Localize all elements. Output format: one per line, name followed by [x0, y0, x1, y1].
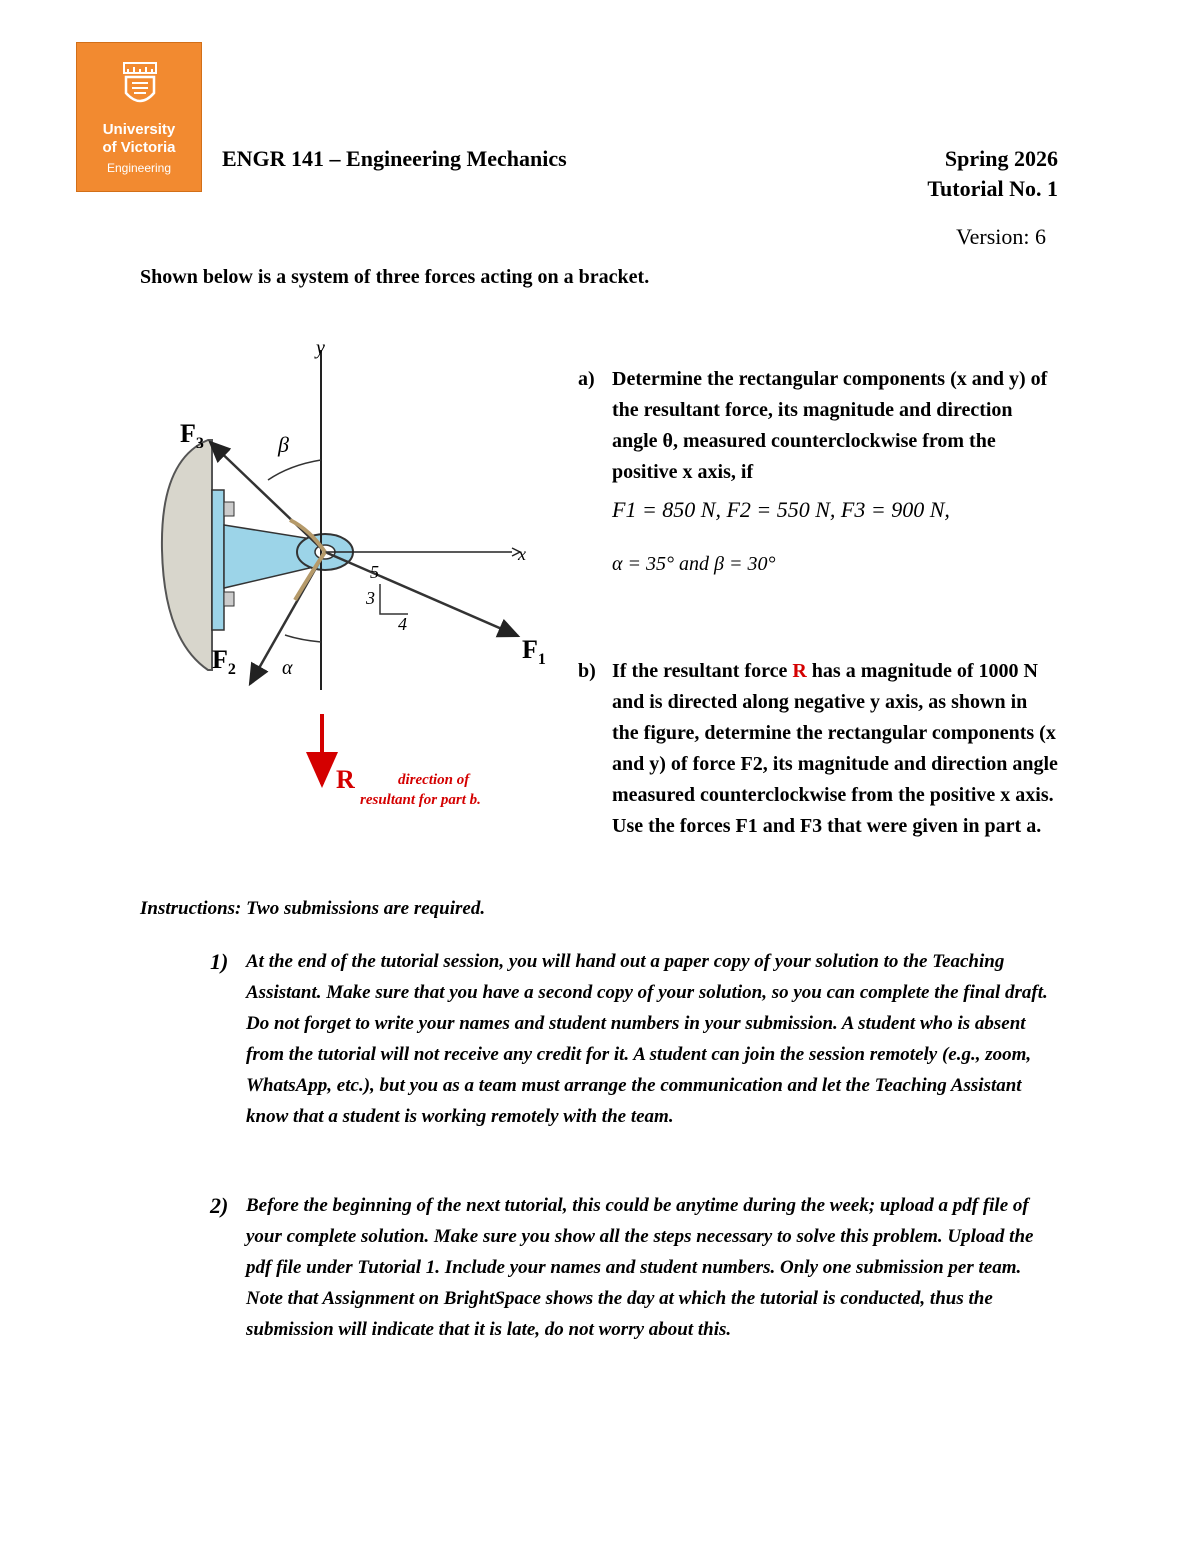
triangle-label-3: 3 [366, 588, 375, 608]
y-axis-label: y [316, 337, 325, 359]
triangle-label-4: 4 [398, 614, 407, 634]
resultant-note-line1: direction of [398, 772, 470, 788]
logo-line-university: University [102, 121, 176, 138]
question-a-label: a) [578, 368, 595, 390]
bracket-force-diagram [150, 330, 570, 830]
slope-triangle [380, 584, 408, 614]
alpha-label: α [282, 657, 293, 679]
instruction-item-1-text: At the end of the tutorial session, you will hand out a paper copy of your solution to the Teaching Assistant. Make sure that you have a second copy of your solution, so you can complete the final draft. Do not forget to write your names and student numbers in your submission. A student who is absent from the tutorial will not receive any credit for it. A student can join the session remotely (e.g., zoom, WhatsApp, etc.), but you as a team must arrange the communication and let the Teaching Assistant know that a student is working remotely with the team. [246, 951, 1048, 1127]
question-b-resultant: R [792, 660, 807, 682]
beta-arc [268, 460, 321, 480]
given-values-forces: F1 = 850 N, F2 = 550 N, F3 = 900 N, [612, 497, 950, 522]
intro-text: Shown below is a system of three forces acting on a bracket. [140, 266, 650, 288]
x-axis-label: x [518, 544, 526, 564]
bolt-bottom [224, 592, 234, 606]
force-f2-label: $F_2$ [212, 645, 236, 678]
course-title: ENGR 141 – Engineering Mechanics [222, 146, 567, 171]
alpha-arc [285, 635, 321, 642]
resultant-label: R [336, 765, 355, 794]
instruction-item-2 [210, 1190, 1060, 1345]
university-logo [76, 42, 202, 192]
term-label: Spring 2026 [944, 146, 1058, 171]
force-f1-label: $F_1$ [522, 635, 546, 668]
logo-line-of-victoria: of Victoria [102, 139, 176, 156]
instructions-heading: Instructions: Two submissions are required. [140, 898, 486, 919]
logo-line-engineering: Engineering [106, 161, 172, 175]
question-b-label: b) [578, 660, 596, 682]
version-label: Version: 6 [956, 224, 1046, 249]
crest-icon [122, 61, 158, 111]
force-f1-line [325, 552, 518, 636]
bolt-top [224, 502, 234, 516]
question-b-text: If the resultant force R has a magnitude of 1000 N and is directed along negative y axis, as shown in the figure, determine the rectangular components (x and y) of force F2, its magnitude and direction angle measured counterclockwise from the positive x axis. Use the forces F1 and F3 that were given in part a. [612, 660, 1058, 837]
instruction-item-2-text: Before the beginning of the next tutorial, this could be anytime during the week; upload a pdf file of your complete solution. Make sure you show all the steps necessary to solve this problem. Upload the pdf file under Tutorial 1. Include your names and student numbers. Only one submission per team. Note that Assignment on BrightSpace shows the day at which the tutorial is conducted, thus the submission will indicate that it is late, do not worry about this. [246, 1195, 1034, 1340]
bracket-plate [212, 490, 224, 630]
force-f3-label: $F_3$ [180, 419, 204, 452]
beta-label: β [278, 432, 289, 457]
question-a [578, 364, 1058, 488]
triangle-label-5: 5 [370, 562, 379, 582]
question-a-text: Determine the rectangular components (x and y) of the resultant force, its magnitude and direction angle θ, measured counterclockwise from the positive x axis, if [612, 368, 1048, 483]
resultant-note-line2: resultant for part b. [360, 792, 481, 808]
question-b [578, 656, 1058, 842]
given-values-angles: α = 35° and β = 30° [612, 553, 776, 575]
instruction-item-1 [210, 946, 1060, 1132]
instruction-item-2-number: 2) [210, 1193, 229, 1218]
instruction-item-1-number: 1) [210, 949, 229, 974]
wall-support [162, 440, 212, 670]
tutorial-number: Tutorial No. 1 [927, 176, 1058, 201]
